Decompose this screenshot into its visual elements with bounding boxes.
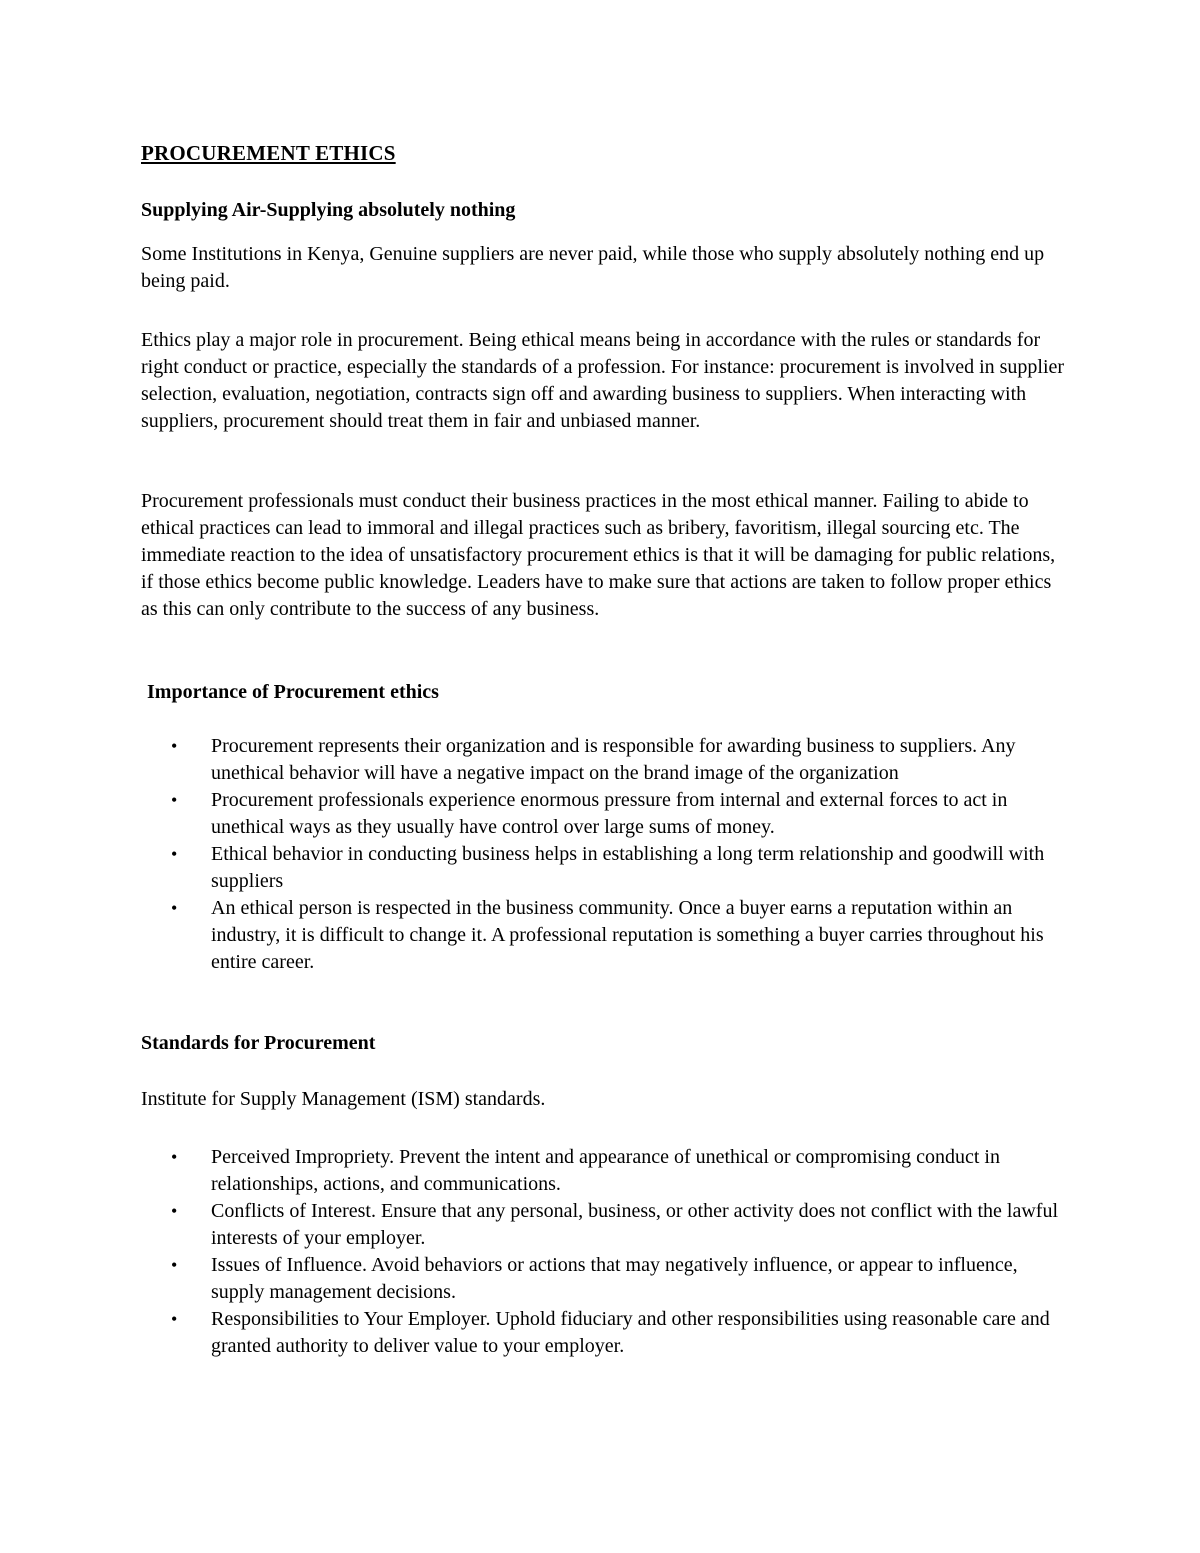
bullet-icon: •	[171, 790, 178, 810]
section-heading-standards: Standards for Procurement	[141, 1032, 376, 1054]
list-item	[141, 841, 1061, 895]
ism-intro: Institute for Supply Management (ISM) standards.	[141, 1088, 546, 1110]
list-item-text: Procurement represents their organization and is responsible for awarding business to suppliers. Any unethical behavior will have a negative impact on the brand image of the organization	[211, 735, 1016, 784]
list-item-text: Perceived Impropriety. Prevent the intent and appearance of unethical or compromising conduct in relationships, actions, and communications.	[211, 1146, 1000, 1195]
list-item	[141, 1198, 1061, 1252]
intro-paragraph: Some Institutions in Kenya, Genuine suppliers are never paid, while those who supply absolutely nothing end up being paid.	[141, 243, 1045, 292]
professionals-paragraph: Procurement professionals must conduct their business practices in the most ethical manner. Failing to abide to ethical practices can lead to immoral and illegal practices such as bribery, favoritism, illegal sourcing etc. The immediate reaction to the idea of unsatisfactory procurement ethics is that it will be damaging for public relations, if those ethics become public knowledge. Leaders have to make sure that actions are taken to follow proper ethics as this can only contribute to the success of any business.	[141, 490, 1056, 620]
list-item-text: Conflicts of Interest. Ensure that any personal, business, or other activity does not conflict with the lawful interests of your employer.	[211, 1200, 1059, 1249]
list-item-text: Issues of Influence. Avoid behaviors or actions that may negatively influence, or appear to influence, supply management decisions.	[211, 1254, 1018, 1303]
bullet-icon: •	[171, 1255, 178, 1275]
importance-list	[141, 733, 1061, 976]
list-item	[141, 895, 1061, 976]
list-item	[141, 1252, 1061, 1306]
list-item	[141, 1306, 1061, 1360]
list-item	[141, 1144, 1061, 1198]
list-item	[141, 787, 1061, 841]
list-item-text: Procurement professionals experience enormous pressure from internal and external forces to act in unethical ways as they usually have control over large sums of money.	[211, 789, 1008, 838]
list-item-text: Ethical behavior in conducting business helps in establishing a long term relationship and goodwill with suppliers	[211, 843, 1045, 892]
bullet-icon: •	[171, 1147, 178, 1167]
section-heading-supplying-air: Supplying Air-Supplying absolutely nothing	[141, 199, 516, 221]
bullet-icon: •	[171, 844, 178, 864]
list-item-text: An ethical person is respected in the business community. Once a buyer earns a reputation within an industry, it is difficult to change it. A professional reputation is something a buyer carries throughout his entire career.	[211, 897, 1044, 973]
bullet-icon: •	[171, 898, 178, 918]
bullet-icon: •	[171, 1201, 178, 1221]
list-item	[141, 733, 1061, 787]
bullet-icon: •	[171, 1309, 178, 1329]
document-title: PROCUREMENT ETHICS	[141, 141, 396, 165]
section-heading-importance: Importance of Procurement ethics	[147, 681, 439, 703]
standards-list	[141, 1144, 1061, 1360]
bullet-icon: •	[171, 736, 178, 756]
ethics-role-paragraph: Ethics play a major role in procurement. Being ethical means being in accordance with the rules or standards for right conduct or practice, especially the standards of a profession. For instance: procurement is involved in supplier selection, evaluation, negotiation, contracts sign off and awarding business to suppliers. When interacting with suppliers, procurement should treat them in fair and unbiased manner.	[141, 329, 1065, 432]
list-item-text: Responsibilities to Your Employer. Uphold fiduciary and other responsibilities using reasonable care and granted authority to deliver value to your employer.	[211, 1308, 1050, 1357]
